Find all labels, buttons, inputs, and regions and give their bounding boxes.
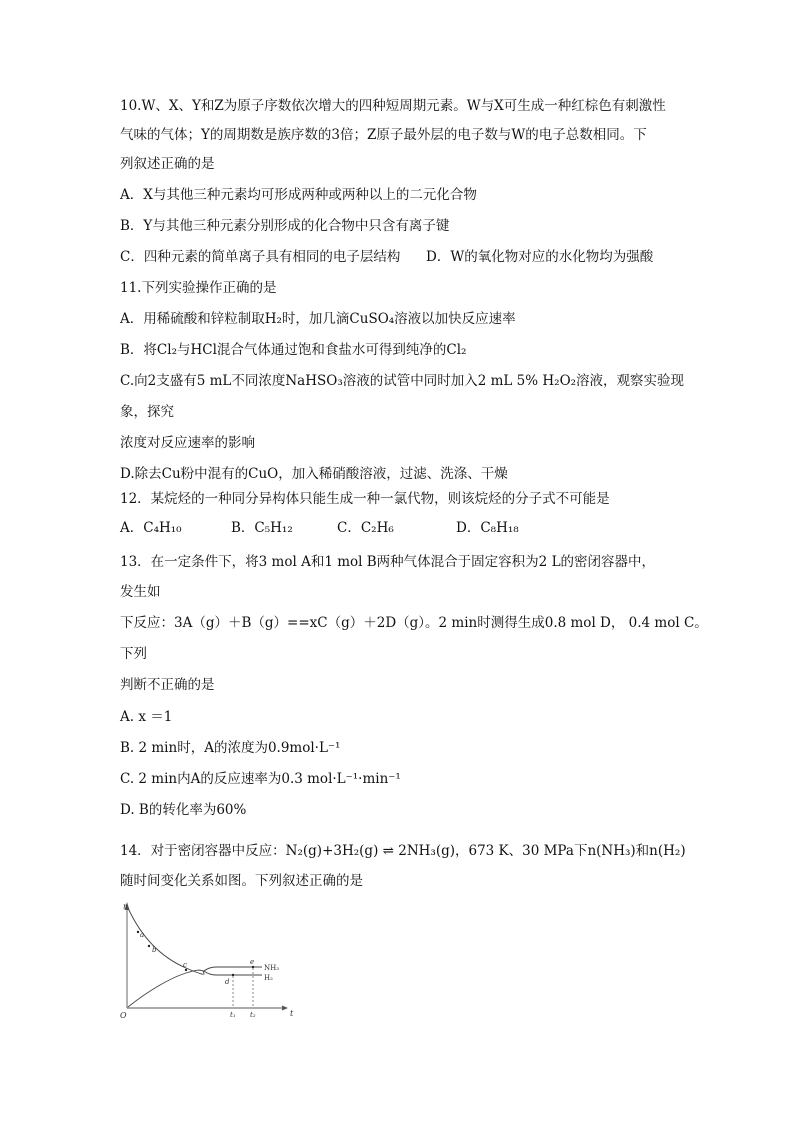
q13-stem-line-4: 下列: [120, 646, 147, 662]
q10-option-b: B．Y与其他三种元素分别形成的化合物中只含有离子键: [120, 218, 450, 234]
point-d-marker: [232, 974, 234, 976]
q12-option-d: D．C₈H₁₈: [456, 520, 519, 536]
q13-stem-line-1: 13．在一定条件下，将3 mol A和1 mol B两种气体混合于固定容积为2 L的密闭容器中，: [120, 554, 656, 570]
q11-option-c-line-1: C.向2支盛有5 mL不同浓度NaHSO₃溶液的试管中同时加入2 mL 5% H₂O₂溶液，观察实验现: [120, 373, 685, 389]
q11-option-b: B．将Cl₂与HCl混合气体通过饱和食盐水可得到纯净的Cl₂: [120, 342, 467, 358]
q10-option-c: C．四种元素的简单离子具有相同的电子层结构: [120, 249, 401, 265]
q12-option-b: B．C₅H₁₂: [231, 520, 293, 536]
h2-series-label: H₂: [264, 974, 273, 982]
q13-option-a: A. x ＝1: [120, 709, 173, 725]
q11-option-a: A．用稀硫酸和锌粒制取H₂时，加几滴CuSO₄溶液以加快反应速率: [120, 311, 516, 327]
q10-option-a: A．X与其他三种元素均可形成两种或两种以上的二元化合物: [120, 187, 477, 203]
q11-option-c-line-3: 浓度对反应速率的影响: [120, 435, 255, 451]
q10-stem-line-3: 列叙述正确的是: [120, 156, 215, 172]
point-a-marker: [137, 931, 139, 933]
point-c-marker: [185, 969, 187, 971]
q12-option-a: A．C₄H₁₀: [120, 520, 182, 536]
tick-t2-label: t₂: [250, 1011, 256, 1019]
nh3-curve: [128, 970, 204, 1007]
q13-option-d: D. B的转化率为60%: [120, 802, 247, 818]
point-e-label: e: [250, 958, 255, 966]
origin-label: O: [120, 1011, 127, 1020]
q12-option-c: C．C₂H₆: [337, 520, 394, 536]
q10-option-d: D．W的氧化物对应的水化物均为强酸: [426, 249, 654, 265]
q11-option-c-line-2: 象，探究: [120, 404, 174, 420]
q13-stem-line-3: 下反应：3A（g）＋B（g）==xC（g）＋2D（g）。2 min时测得生成0.8 mol D， 0.4 mol C。: [120, 615, 708, 631]
point-d-label: d: [225, 978, 230, 986]
q14-figure-n-vs-t: [112, 898, 298, 1024]
q10-stem-line-1: 10.W、X、Y和Z为原子序数依次增大的四种短周期元素。W与X可生成一种红棕色有刺激性: [120, 98, 666, 114]
point-b-marker: [148, 945, 150, 947]
h2-curve: [128, 908, 204, 974]
nh3-series-label: NH₃: [264, 964, 280, 972]
y-axis-label: n: [123, 902, 129, 911]
q13-option-b: B. 2 min时，A的浓度为0.9mol·L⁻¹: [120, 740, 341, 756]
point-c-label: c: [183, 961, 187, 969]
q10-stem-line-2: 气味的气体；Y的周期数是族序数的3倍；Z原子最外层的电子数与W的电子总数相同。下: [120, 127, 647, 143]
q14-stem-line-1: 14．对于密闭容器中反应：N₂(g)+3H₂(g) ⇌ 2NH₃(g)，673 K、30 MPa下n(NH₃)和n(H₂): [120, 843, 686, 859]
tick-t1-label: t₁: [230, 1011, 236, 1019]
q13-stem-line-2: 发生如: [120, 584, 161, 600]
point-e-marker: [252, 966, 254, 968]
q13-option-c: C. 2 min内A的反应速率为0.3 mol·L⁻¹·min⁻¹: [120, 771, 401, 787]
q11-stem: 11.下列实验操作正确的是: [120, 280, 277, 296]
q12-stem: 12．某烷烃的一种同分异构体只能生成一种一氯代物，则该烷烃的分子式不可能是: [120, 491, 610, 507]
q14-stem-line-2: 随时间变化关系如图。下列叙述正确的是: [120, 873, 363, 889]
x-axis-label: t: [290, 1009, 294, 1018]
q11-option-d: D.除去Cu粉中混有的CuO，加入稀硝酸溶液，过滤、洗涤、干燥: [120, 466, 508, 482]
point-a-label: a: [140, 931, 145, 939]
q13-stem-line-5: 判断不正确的是: [120, 677, 215, 693]
x-axis-arrow: [282, 1006, 288, 1011]
point-b-label: b: [152, 946, 157, 954]
